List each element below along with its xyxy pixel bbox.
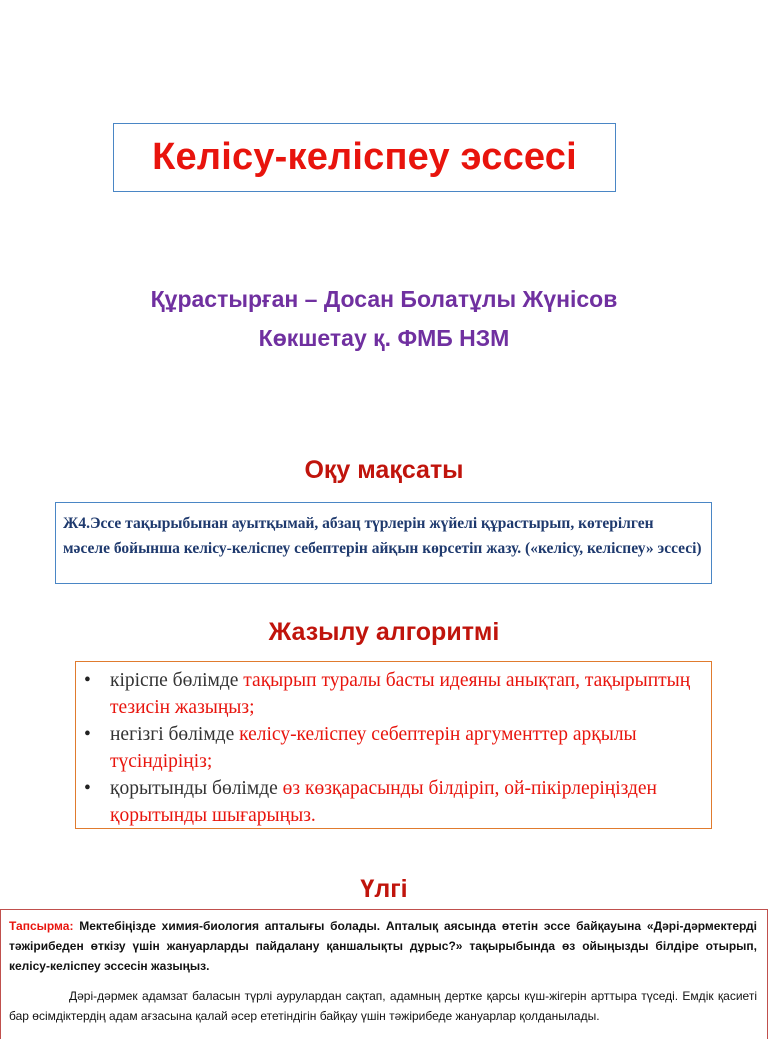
algorithm-heading: Жазылу алгоритмі	[268, 618, 500, 646]
algorithm-item-text: өз көзқарасынды білдіріп, ой-пікірлеріңізден қорытынды шығарыңыз.	[110, 778, 657, 826]
bullet-icon: •	[84, 670, 91, 691]
algorithm-item-conclusion	[84, 775, 701, 829]
bullet-icon: •	[84, 778, 91, 799]
algorithm-box	[75, 661, 712, 829]
page-title: Келісу-келіспеу эссесі	[152, 136, 577, 178]
sample-box	[0, 909, 768, 1039]
essay-paragraph: Дәрі-дәрмек адамзат баласын түрлі аурулардан сақтап, адамның дертке қарсы күш-жігерін арттыра түседі. Емдік қасиеті бар өсімдіктердің адам ағзасына қалай әсер ететіндігін байқау үшін тәжірибеде жануарлар қолданылады.	[9, 989, 757, 1023]
algorithm-list	[84, 667, 701, 829]
algorithm-item-text: тақырып туралы басты идеяны анықтап, тақырыптың тезисін жазыңыз;	[110, 670, 691, 718]
sample-heading: Үлгі	[360, 875, 408, 903]
algorithm-item-introduction	[84, 667, 701, 721]
algorithm-item-body	[84, 721, 701, 775]
algorithm-item-lead: негізгі бөлімде	[110, 724, 240, 745]
bullet-icon: •	[84, 724, 91, 745]
learning-goal-text: Ж4.Эссе тақырыбынан ауытқымай, абзац түрлерін жүйелі құрастырып, көтерілген мәселе бойынша келісу-келіспеу себептерін айқын көрсетіп жазу. («келісу, келіспеу» эссесі)	[63, 515, 702, 557]
task-text: Мектебіңізде химия-биология апталығы болады. Апталық аясында өтетін эссе байқауына «Дәрі-дәрмектерді тәжірибеден өткізу үшін жануарларды пайдалану қаншалықты дұрыс?» тақырыбында өз ойыңызды білдіре отырып, келісу-келіспеу эссесін жазыңыз.	[9, 919, 757, 973]
task-label: Тапсырма:	[9, 919, 74, 933]
author-affiliation: Көкшетау қ. ФМБ НЗМ	[258, 325, 510, 351]
task-paragraph	[9, 916, 757, 976]
algorithm-item-lead: кіріспе бөлімде	[110, 670, 244, 691]
learning-goal-heading: Оқу мақсаты	[304, 456, 464, 484]
learning-goal-box	[55, 502, 712, 584]
algorithm-item-text: келісу-келіспеу себептерін аргументтер арқылы түсіндіріңіз;	[110, 724, 637, 772]
author-name: Құрастырған – Досан Болатұлы Жүнісов	[150, 286, 618, 312]
algorithm-item-lead: қорытынды бөлімде	[110, 778, 283, 799]
title-box	[113, 123, 616, 192]
